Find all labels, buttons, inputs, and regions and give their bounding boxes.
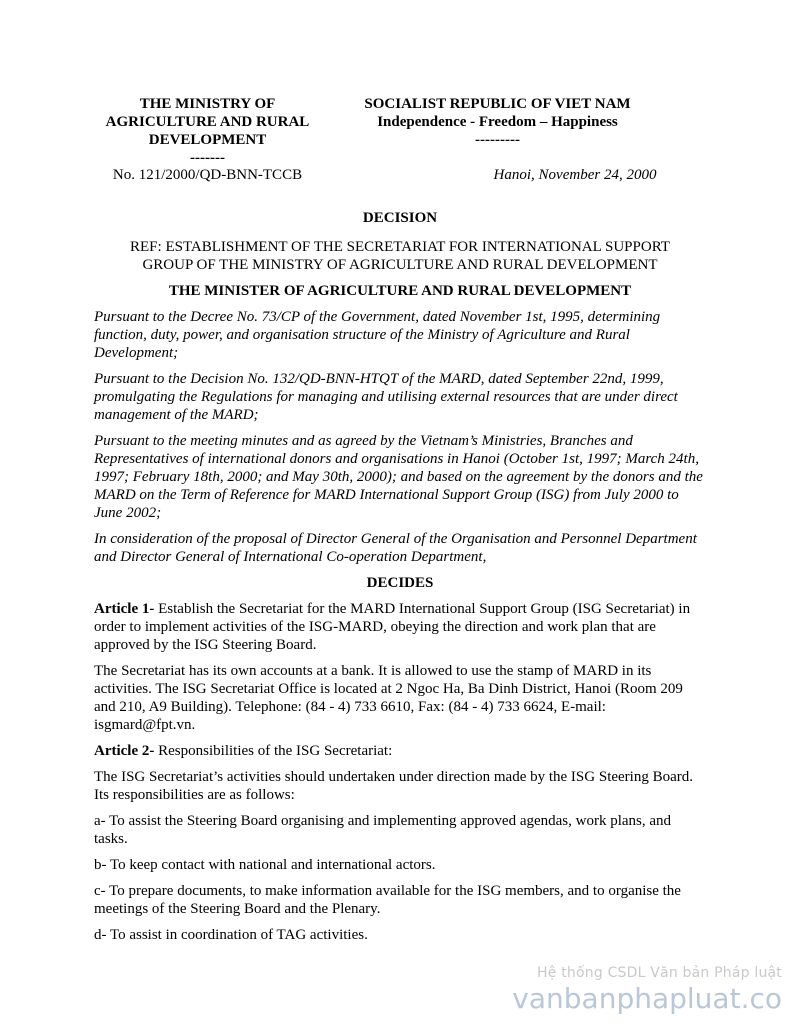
motto: Independence - Freedom – Happiness	[377, 114, 618, 130]
article-text: Responsibilities of the ISG Secretariat:	[154, 743, 393, 759]
article-label: Article 1-	[94, 601, 155, 617]
consideration-paragraph: In consideration of the proposal of Director General of the Organisation and Personnel Department and Director General of International Co-operation Department,	[94, 531, 697, 565]
ref-subject	[94, 238, 706, 274]
document-title: DECISION	[362, 210, 438, 226]
responsibility-item: b- To keep contact with national and international actors.	[94, 857, 436, 873]
pursuant-paragraph: Pursuant to the meeting minutes and as agreed by the Vietnam’s Ministries, Branches and Representatives of international donors and organisations in Hanoi (October 1st, 1997; March 24th, 1997; February 18th, 2000; and May 30th, 2000); and based on the agreement by the donors and the MARD on the Term of Reference for MARD International Support Group (ISG) from July 2000 to June 2002;	[94, 433, 703, 521]
document-body	[94, 209, 706, 944]
issuer-divider: -------	[190, 150, 225, 166]
national-motto-block	[345, 95, 650, 149]
document-number: No. 121/2000/QD-BNN-TCCB	[112, 167, 303, 183]
secretariat-info: The Secretariat has its own accounts at a bank. It is allowed to use the stamp of MARD in its activities. The ISG Secretariat Office is located at 2 Ngoc Ha, Ba Dinh District, Hanoi (Room 209 and 210, A9 Building). Telephone: (84 - 4) 733 6610, Fax: (84 - 4) 733 6624, E-mail: isgmard@fpt.vn.	[94, 663, 683, 733]
responsibility-item: c- To prepare documents, to make information available for the ISG members, and to organise the meetings of the Steering Board and the Plenary.	[94, 883, 681, 917]
responsibility-item: a- To assist the Steering Board organising and implementing approved agendas, work plans, and tasks.	[94, 813, 672, 847]
motto-divider: ---------	[475, 132, 520, 148]
decides-heading: DECIDES	[366, 575, 434, 591]
article-text: Establish the Secretariat for the MARD International Support Group (ISG Secretariat) in order to implement activities of the ISG-MARD, obeying the direction and work plan that are approved by the ISG Steering Board.	[94, 601, 691, 653]
ref-line: REF: ESTABLISHMENT OF THE SECRETARIAT FOR INTERNATIONAL SUPPORT	[130, 239, 670, 255]
responsibilities-intro: The ISG Secretariat’s activities should undertaken under direction made by the ISG Steering Board. Its responsibilities are as follows:	[94, 769, 693, 803]
pursuant-paragraph: Pursuant to the Decree No. 73/CP of the Government, dated November 1st, 1995, determining function, duty, power, and organisation structure of the Ministry of Agriculture and Rural Development;	[94, 309, 661, 361]
watermark-caption: Hệ thống CSDL Văn bản Pháp luật	[537, 965, 782, 981]
place-date: Hanoi, November 24, 2000	[493, 167, 657, 183]
minister-heading: THE MINISTER OF AGRICULTURE AND RURAL DEVELOPMENT	[168, 283, 632, 299]
issuer-block	[90, 95, 325, 167]
pursuant-paragraph: Pursuant to the Decision No. 132/QD-BNN-HTQT of the MARD, dated September 22nd, 1999, promulgating the Regulations for managing and utilising external resources that are under direct management of the MARD;	[94, 371, 678, 423]
watermark	[512, 965, 782, 1017]
issuer-line: DEVELOPMENT	[148, 132, 267, 148]
article-label: Article 2-	[94, 743, 155, 759]
watermark-site: vanbanphapluat.co	[512, 982, 782, 1015]
issuer-line: THE MINISTRY OF	[139, 96, 276, 112]
issuer-line: AGRICULTURE AND RURAL	[105, 114, 310, 130]
responsibility-item: d- To assist in coordination of TAG activities.	[94, 927, 368, 943]
article-2	[94, 742, 706, 760]
article-1	[94, 600, 706, 654]
country-name: SOCIALIST REPUBLIC OF VIET NAM	[364, 96, 631, 112]
ref-line: GROUP OF THE MINISTRY OF AGRICULTURE AND RURAL DEVELOPMENT	[142, 257, 658, 273]
